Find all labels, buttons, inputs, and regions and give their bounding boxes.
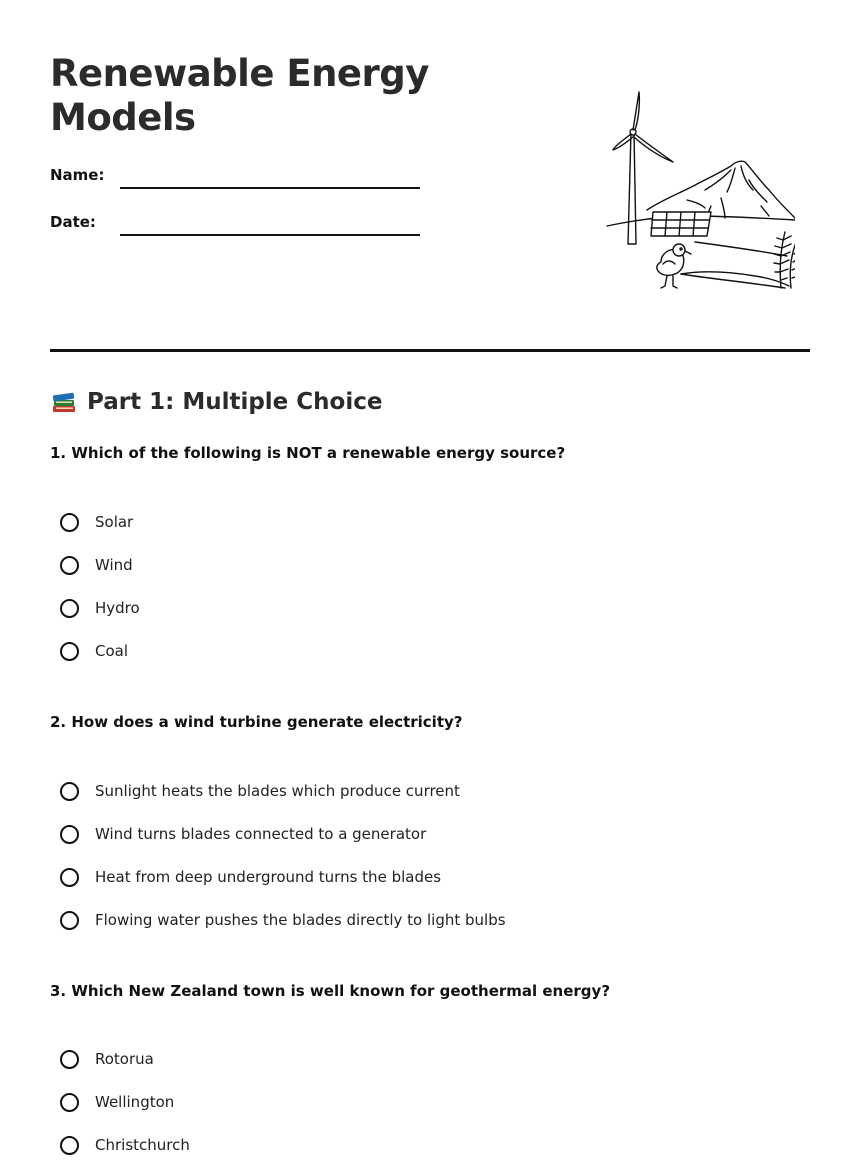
radio-button[interactable] — [60, 513, 79, 532]
question-2-option-c[interactable] — [60, 864, 441, 890]
question-1-option-a[interactable] — [60, 509, 133, 535]
date-field — [50, 210, 420, 234]
fern-icon — [774, 232, 795, 288]
radio-button[interactable] — [60, 911, 79, 930]
option-label: Flowing water pushes the blades directly to light bulbs — [95, 911, 506, 929]
kiwi-bird-icon — [657, 244, 691, 288]
question-3-option-b[interactable] — [60, 1089, 174, 1115]
books-icon — [50, 388, 78, 416]
part1-heading — [50, 388, 382, 416]
option-label: Wind — [95, 556, 133, 574]
part1-heading-text: Part 1: Multiple Choice — [87, 389, 383, 415]
option-label: Christchurch — [95, 1136, 190, 1154]
header-divider — [50, 349, 810, 352]
question-1-option-b[interactable] — [60, 552, 133, 578]
worksheet-page — [50, 0, 810, 1154]
name-write-line[interactable] — [120, 187, 420, 189]
radio-button[interactable] — [60, 1136, 79, 1155]
question-2-option-b[interactable] — [60, 821, 426, 847]
question-1-text: 1. Which of the following is NOT a renewable energy source? — [50, 444, 566, 462]
option-label: Wellington — [95, 1093, 175, 1111]
option-label: Coal — [95, 642, 129, 660]
question-3-option-a[interactable] — [60, 1046, 154, 1072]
radio-button[interactable] — [60, 599, 79, 618]
radio-button[interactable] — [60, 1050, 79, 1069]
question-3-text: 3. Which New Zealand town is well known for geothermal energy? — [50, 982, 611, 1000]
renewable-energy-illustration — [555, 88, 795, 298]
worksheet-title: Renewable Energy Models — [50, 52, 429, 139]
option-label: Sunlight heats the blades which produce current — [95, 782, 460, 800]
option-label: Rotorua — [95, 1050, 154, 1068]
date-write-line[interactable] — [120, 234, 420, 236]
option-label: Solar — [95, 513, 134, 531]
name-label: Name: — [50, 166, 105, 184]
option-label: Heat from deep underground turns the blades — [95, 868, 442, 886]
question-2-option-d[interactable] — [60, 907, 506, 933]
date-label: Date: — [50, 213, 96, 231]
option-label: Hydro — [95, 599, 140, 617]
radio-button[interactable] — [60, 1093, 79, 1112]
radio-button[interactable] — [60, 868, 79, 887]
question-2-text: 2. How does a wind turbine generate electricity? — [50, 713, 463, 731]
radio-button[interactable] — [60, 642, 79, 661]
radio-button[interactable] — [60, 825, 79, 844]
radio-button[interactable] — [60, 556, 79, 575]
question-1-option-d[interactable] — [60, 638, 128, 664]
worksheet-header — [50, 0, 810, 352]
solar-panel-icon — [651, 212, 711, 236]
name-field — [50, 163, 420, 187]
question-2-option-a[interactable] — [60, 778, 460, 804]
question-1-option-c[interactable] — [60, 595, 140, 621]
radio-button[interactable] — [60, 782, 79, 801]
option-label: Wind turns blades connected to a generator — [95, 825, 427, 843]
question-3-option-c[interactable] — [60, 1132, 190, 1158]
